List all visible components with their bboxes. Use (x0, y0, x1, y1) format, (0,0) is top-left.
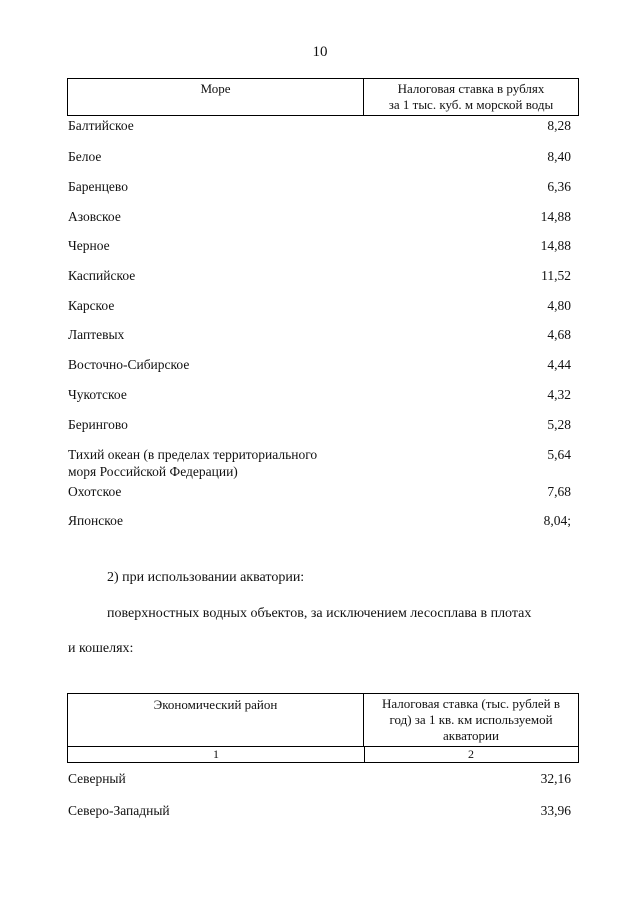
paragraph-body: поверхностных водных объектов, за исключением лесосплава в плотах (107, 606, 532, 621)
header-tax-rate-line2: за 1 тыс. куб. м морской воды (388, 97, 554, 112)
region-tax-value: 33,96 (540, 803, 571, 818)
sea-name: Белое (68, 149, 102, 164)
tax-value: 14,88 (540, 238, 571, 253)
tax-value: 8,40 (547, 149, 571, 164)
sea-name: Баренцево (68, 179, 128, 194)
page-number: 10 (312, 44, 328, 60)
header-tax-rate-line1: Налоговая ставка в рублях (397, 81, 545, 96)
sea-name: Охотское (68, 484, 122, 499)
sea-name: Берингово (68, 417, 128, 432)
sea-name: Карское (68, 298, 115, 313)
sea-name: Черное (68, 238, 110, 253)
tax-value: 11,52 (541, 268, 571, 283)
sea-name-line1: Тихий океан (в пределах территориального (68, 447, 318, 462)
header-sea: Море (68, 79, 364, 115)
sea-name-line2: моря Российской Федерации) (68, 464, 238, 479)
sea-table-header (67, 78, 579, 116)
tax-value: 7,68 (547, 484, 571, 499)
tax-value: 4,80 (547, 298, 571, 313)
sea-name: Азовское (68, 209, 121, 224)
header-tax-rate (364, 79, 578, 115)
header-area-tax-rate-line3: акватории (443, 728, 499, 743)
tax-value: 5,64 (547, 447, 571, 462)
tax-value: 4,32 (547, 387, 571, 402)
column-number-1: 1 (68, 747, 365, 762)
tax-value: 4,68 (547, 327, 571, 342)
paragraph-item-2: 2) при использовании акватории: (107, 570, 305, 585)
column-number-2: 2 (468, 747, 474, 761)
header-area-tax-rate-line1: Налоговая ставка (тыс. рублей в (382, 696, 560, 711)
region-name: Северный (68, 771, 126, 786)
header-area-tax-rate-line2: год) за 1 кв. км используемой (389, 712, 553, 727)
sea-name: Каспийское (68, 268, 136, 283)
sea-name: Чукотское (68, 387, 127, 402)
sea-name: Восточно-Сибирское (68, 357, 190, 372)
region-table-header (67, 693, 579, 763)
region-name: Северо-Западный (68, 803, 170, 818)
tax-value: 4,44 (547, 357, 571, 372)
sea-name: Лаптевых (68, 327, 125, 342)
header-economic-region: Экономический район (68, 694, 364, 747)
tax-value: 8,04; (543, 513, 571, 528)
tax-value: 8,28 (547, 118, 571, 133)
sea-name: Балтийское (68, 118, 134, 133)
sea-name: Японское (68, 513, 123, 528)
sea-name (68, 446, 368, 480)
tax-value: 5,28 (547, 417, 571, 432)
tax-value: 6,36 (547, 179, 571, 194)
region-tax-value: 32,16 (540, 771, 571, 786)
tax-value: 14,88 (540, 209, 571, 224)
header-area-tax-rate (364, 694, 578, 747)
paragraph-continuation: и кошелях: (68, 641, 134, 656)
